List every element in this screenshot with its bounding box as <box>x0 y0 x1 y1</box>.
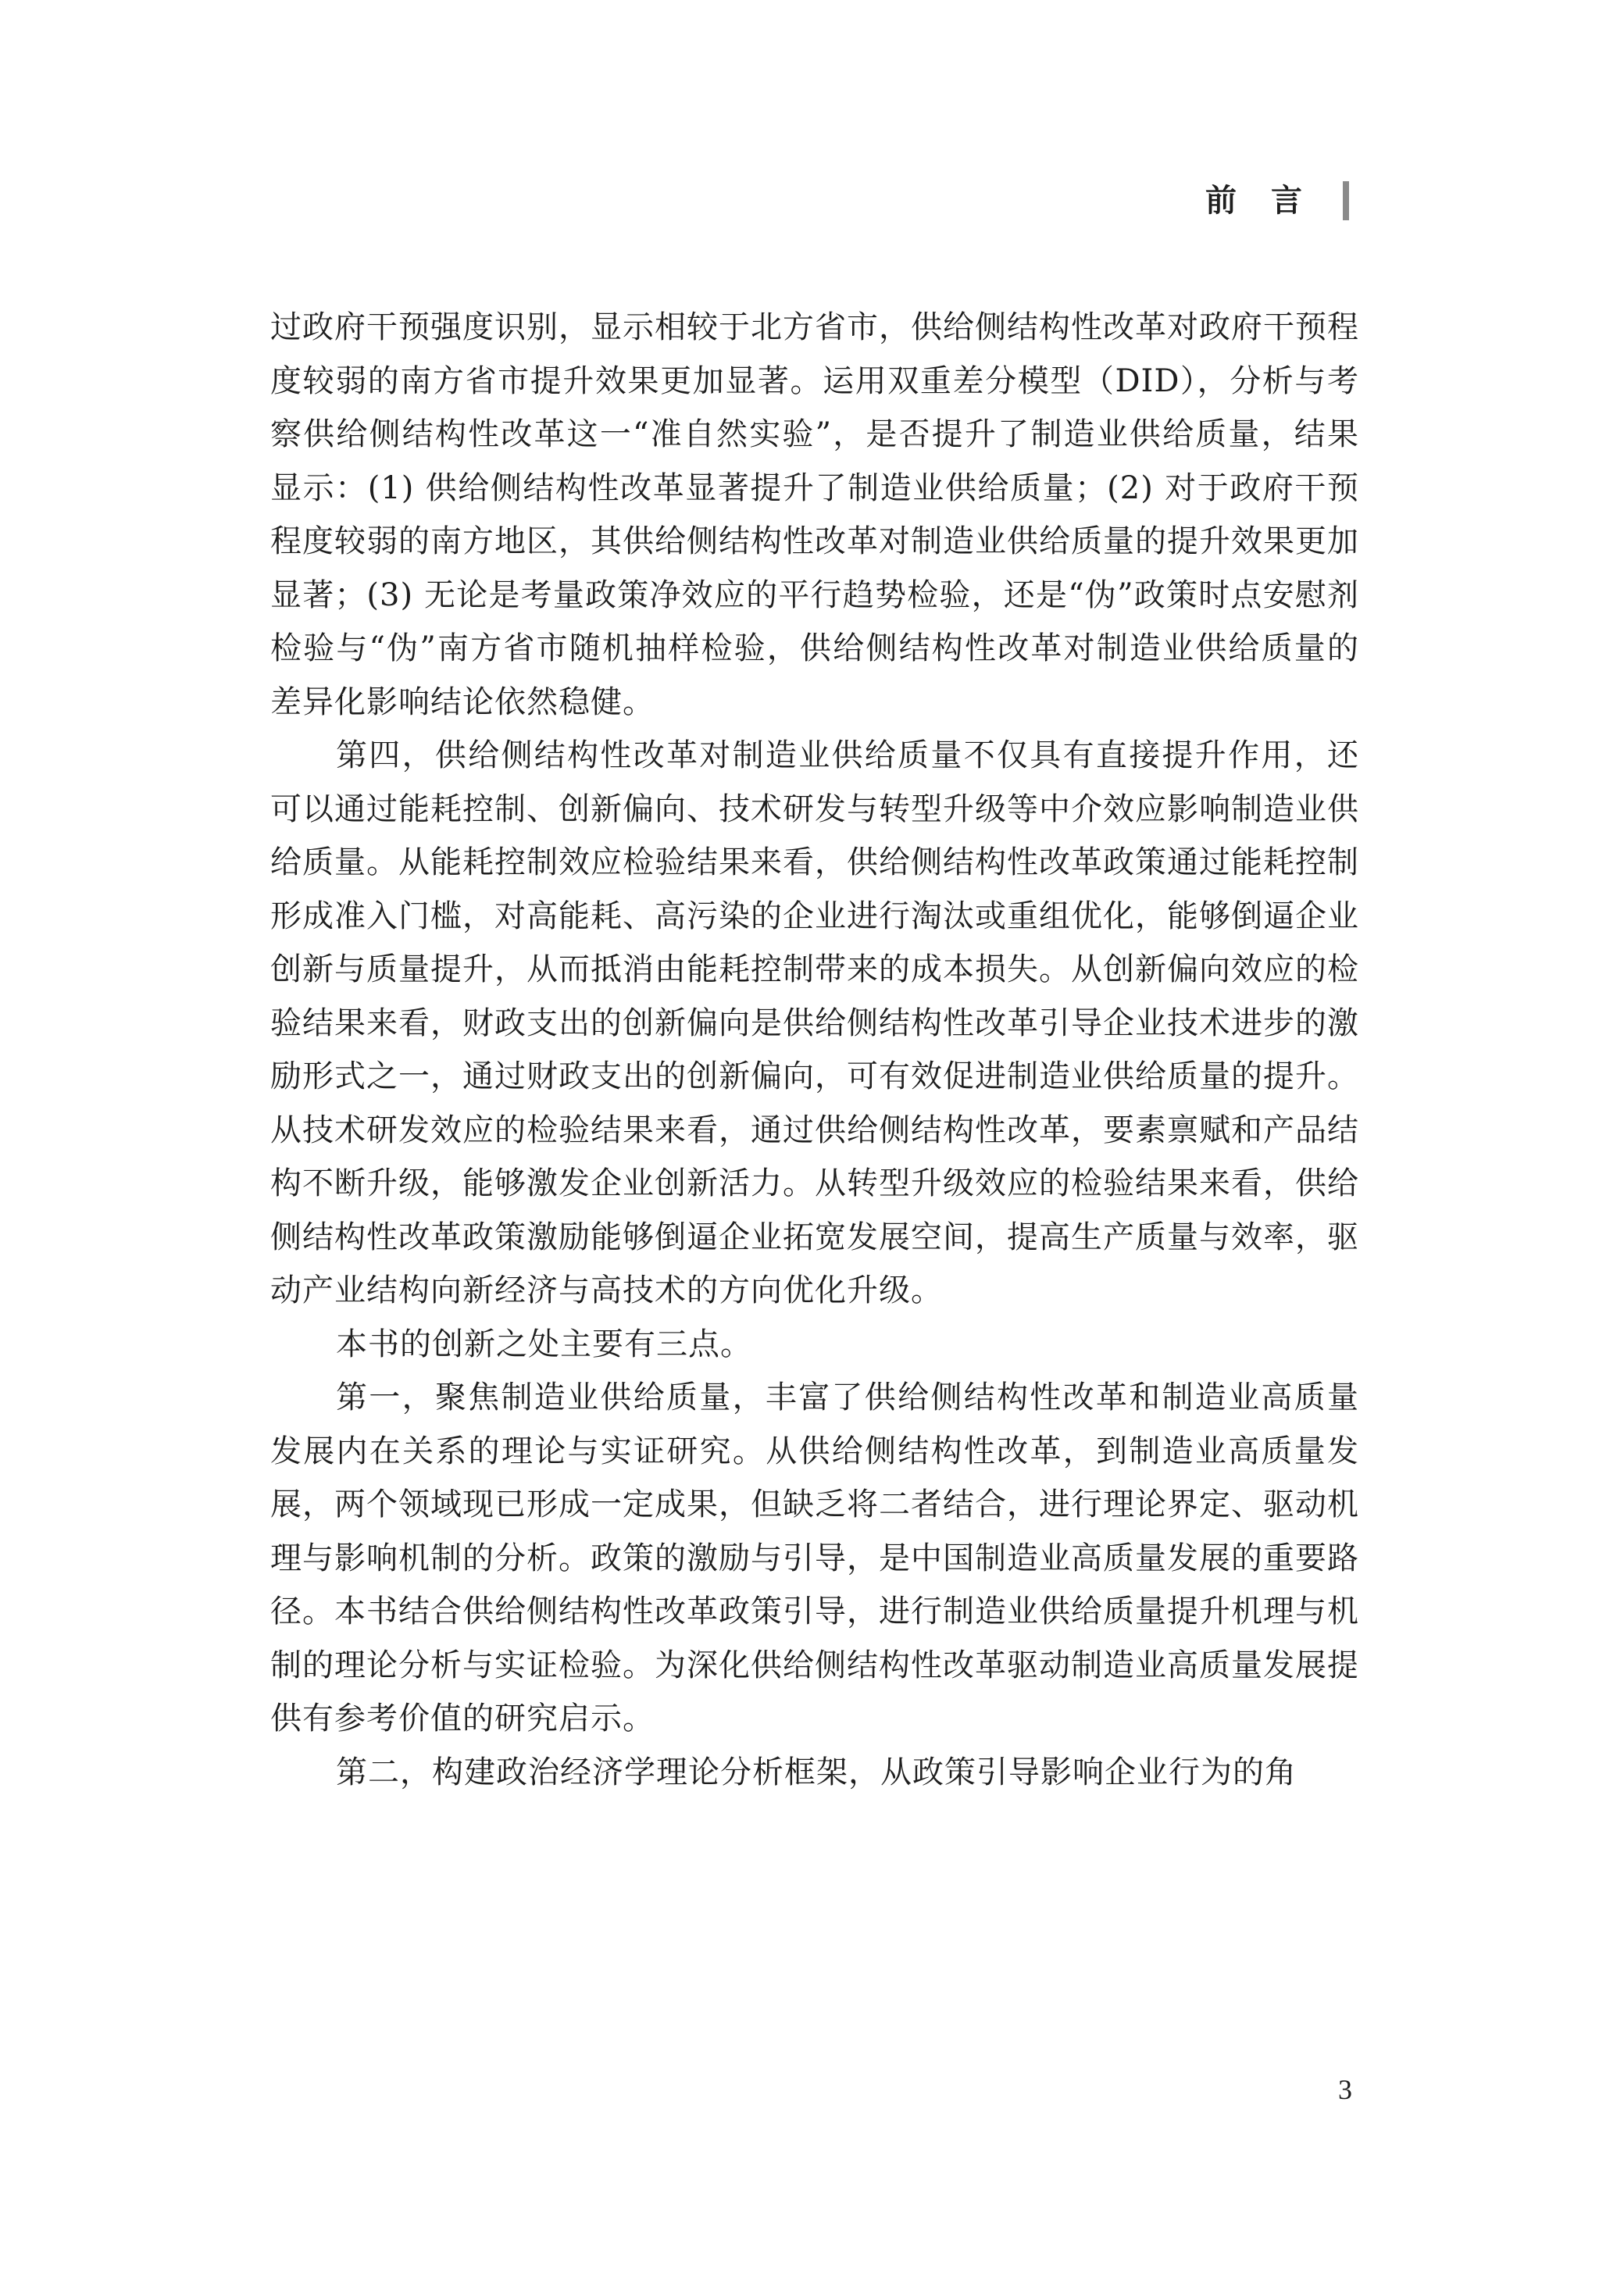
paragraph-fourth-finding: 第四，供给侧结构性改革对制造业供给质量不仅具有直接提升作用，还可以通过能耗控制、创新偏向、技术研发与转型升级等中介效应影响制造业供给质量。从能耗控制效应检验结果来看，供给侧结构性改革政策通过能耗控制形成准入门槛，对高能耗、高污染的企业进行淘汰或重组优化，能够倒逼企业创新与质量提升，从而抵消由能耗控制带来的成本损失。从创新偏向效应的检验结果来看，财政支出的创新偏向是供给侧结构性改革引导企业技术进步的激励形式之一，通过财政支出的创新偏向，可有效促进制造业供给质量的提升。从技术研发效应的检验结果来看，通过供给侧结构性改革，要素禀赋和产品结构不断升级，能够激发企业创新活力。从转型升级效应的检验结果来看，供给侧结构性改革政策激励能够倒逼企业拓宽发展空间，提高生产质量与效率，驱动产业结构向新经济与高技术的方向优化升级。 <box>270 737 1359 1308</box>
running-header <box>1205 181 1349 220</box>
paragraph-innovations-intro: 本书的创新之处主要有三点。 <box>336 1326 752 1362</box>
paragraph-innovation-first: 第一，聚焦制造业供给质量，丰富了供给侧结构性改革和制造业高质量发展内在关系的理论与实证研究。从供给侧结构性改革，到制造业高质量发展，两个领域现已形成一定成果，但缺乏将二者结合，进行理论界定、驱动机理与影响机制的分析。政策的激励与引导，是中国制造业高质量发展的重要路径。本书结合供给侧结构性改革政策引导，进行制造业供给质量提升机理与机制的理论分析与实证检验。为深化供给侧结构性改革驱动制造业高质量发展提供有参考价值的研究启示。 <box>270 1379 1359 1736</box>
paragraph-continued: 过政府干预强度识别，显示相较于北方省市，供给侧结构性改革对政府干预程度较弱的南方省市提升效果更加显著。运用双重差分模型（DID），分析与考察供给侧结构性改革这一“准自然实验”，是否提升了制造业供给质量，结果显示：(1) 供给侧结构性改革显著提升了制造业供给质量；(2) 对于政府干预程度较弱的南方地区，其供给侧结构性改革对制造业供给质量的提升效果更加显著；(3) 无论是考量政策净效应的平行趋势检验，还是“伪”政策时点安慰剂检验与“伪”南方省市随机抽样检验，供给侧结构性改革对制造业供给质量的差异化影响结论依然稳健。 <box>270 309 1359 720</box>
chapter-title: 前言 <box>1205 183 1337 219</box>
header-rule-bar <box>1343 181 1349 220</box>
paragraph-innovation-second: 第二，构建政治经济学理论分析框架，从政策引导影响企业行为的角 <box>336 1754 1297 1790</box>
body-text <box>270 301 1359 1799</box>
page-number: 3 <box>1338 2074 1352 2105</box>
